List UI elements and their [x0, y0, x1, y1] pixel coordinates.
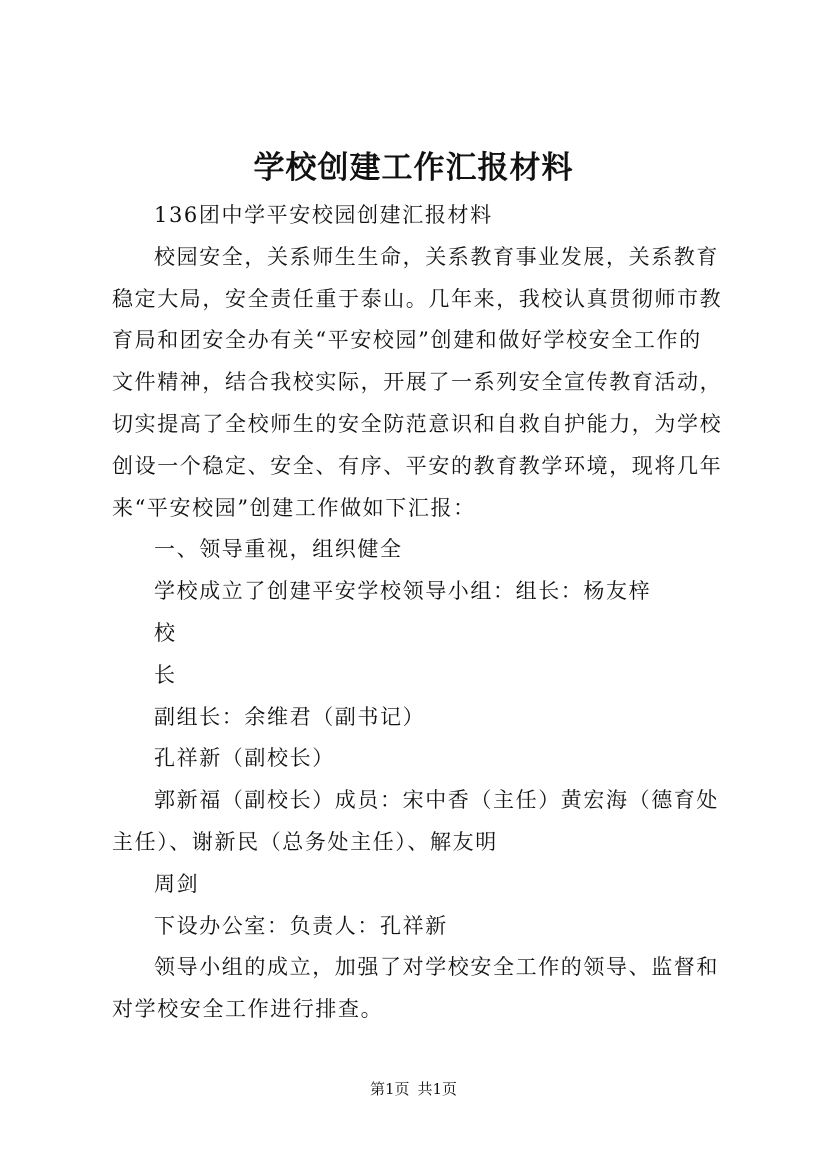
deputy-leader-line: 孔祥新（副校长） — [154, 746, 335, 771]
text-line: 校 — [154, 620, 177, 645]
intro-paragraph: 校园安全，关系师生生命，关系教育事业发展，关系教育稳定大局，安全责任重于泰山。几年来，我校认真贯彻师市教育局和团安全办有关“平安校园”创建和做好学校安全工作的文件精神，结合我校实际，开展了一系列安全宣传教育活动，切实提高了全校师生的安全防范意识和自救自护能力，为学校创设一个稳定、安全、有序、平安的教育教学环境，现将几年来“平安校园”创建工作做如下汇报： — [112, 244, 723, 520]
member-line: 周剑 — [154, 871, 200, 896]
page-total: 共1页 — [417, 1080, 458, 1098]
deputy-leader-line: 副组长：余维君（副书记） — [154, 704, 426, 729]
page-footer — [0, 1078, 827, 1100]
text-line: 长 — [154, 662, 177, 687]
subtitle-paragraph: 136团中学平安校园创建汇报材料 — [154, 203, 493, 227]
page-number: 第1页 — [369, 1080, 410, 1098]
office-line: 下设办公室：负责人：孔祥新 — [154, 913, 448, 938]
document-body — [112, 195, 724, 1031]
closing-paragraph: 领导小组的成立，加强了对学校安全工作的领导、监督和对学校安全工作进行排查。 — [112, 955, 719, 1022]
leadership-group-paragraph: 学校成立了创建平安学校领导小组：组长：杨友梓 — [154, 579, 652, 604]
document-title: 学校创建工作汇报材料 — [253, 150, 574, 186]
members-paragraph: 郭新福（副校长）成员：宋中香（主任）黄宏海（德育处主任）、谢新民（总务处主任）、解友明 — [112, 788, 719, 854]
section-heading: 一、领导重视，组织健全 — [154, 537, 403, 562]
